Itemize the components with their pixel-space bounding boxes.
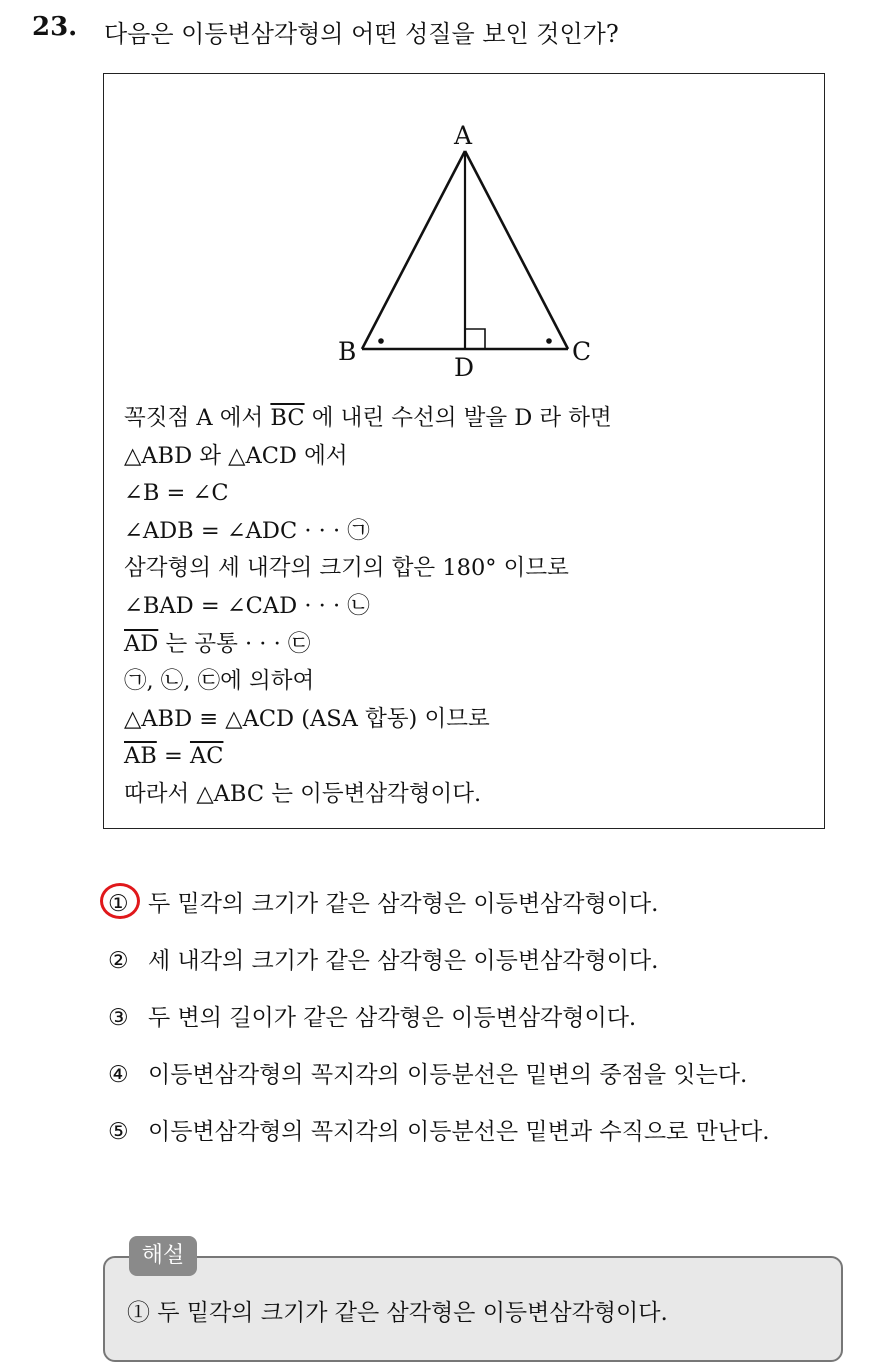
angle-dot-b bbox=[378, 338, 384, 344]
proof-line-9: △ABD ≡ △ACD (ASA 합동) 이므로 bbox=[124, 705, 490, 732]
triangle-figure bbox=[334, 96, 604, 382]
explanation-tag: 해설 bbox=[129, 1236, 197, 1276]
right-angle-mark bbox=[465, 329, 485, 349]
choice-text: 이등변삼각형의 꼭지각의 이등분선은 밑변의 중점을 잇는다. bbox=[148, 1062, 748, 1088]
proof-line-3: ∠B = ∠C bbox=[124, 480, 229, 507]
proof-line-10: $\overline{AB} = \overline{AC}$ bbox=[124, 743, 224, 770]
choice-number: ④ bbox=[108, 1062, 129, 1088]
side-ab bbox=[362, 151, 465, 349]
label-a: A bbox=[454, 121, 473, 150]
proof-line-7: $\overline{AD}$ 는 공통 · · · ㉢ bbox=[124, 630, 311, 657]
proof-line-6: ∠BAD = ∠CAD · · · ㉡ bbox=[124, 592, 370, 619]
proof-line-11: 따라서 △ABC 는 이등변삼각형이다. bbox=[124, 780, 482, 807]
proof-line-8: ㉠, ㉡, ㉢에 의하여 bbox=[124, 668, 315, 695]
answer-circle-mark bbox=[100, 883, 140, 919]
choice-number: ⑤ bbox=[108, 1119, 129, 1145]
choice-number: ① bbox=[108, 891, 129, 917]
segment-ac: $\overline{AC}$ bbox=[189, 743, 224, 770]
choice-1[interactable] bbox=[108, 885, 770, 942]
choice-text: 두 밑각의 크기가 같은 삼각형은 이등변삼각형이다. bbox=[148, 891, 659, 917]
label-b: B bbox=[338, 337, 357, 366]
question-text: 다음은 이등변삼각형의 어떤 성질을 보인 것인가? bbox=[104, 20, 619, 48]
choice-text: 이등변삼각형의 꼭지각의 이등분선은 밑변과 수직으로 만난다. bbox=[148, 1119, 770, 1145]
choice-number: ② bbox=[108, 948, 129, 974]
segment-ab: $\overline{AB}$ bbox=[124, 743, 157, 770]
label-c: C bbox=[572, 337, 592, 366]
answer-choices bbox=[108, 885, 770, 1170]
choice-text: 세 내각의 크기가 같은 삼각형은 이등변삼각형이다. bbox=[148, 948, 659, 974]
angle-dot-c bbox=[546, 338, 552, 344]
proof-box bbox=[103, 73, 825, 829]
choice-5[interactable] bbox=[108, 1113, 770, 1170]
proof-line-2: △ABD 와 △ACD 에서 bbox=[124, 442, 348, 469]
side-ac bbox=[465, 151, 568, 349]
choice-4[interactable] bbox=[108, 1056, 770, 1113]
choice-text: 두 변의 길이가 같은 삼각형은 이등변삼각형이다. bbox=[148, 1005, 637, 1031]
proof-line-5: 삼각형의 세 내각의 크기의 합은 180° 이므로 bbox=[124, 555, 569, 582]
label-d: D bbox=[454, 353, 475, 382]
choice-number: ③ bbox=[108, 1005, 129, 1031]
segment-ad: $\overline{AD}$ bbox=[124, 630, 159, 657]
question-number: 23. bbox=[32, 12, 78, 42]
segment-bc: $\overline{BC}$ bbox=[270, 405, 305, 431]
proof-line-4: ∠ADB = ∠ADC · · · ㉠ bbox=[124, 517, 370, 544]
explanation-box bbox=[103, 1256, 843, 1362]
explanation-text: ① 두 밑각의 크기가 같은 삼각형은 이등변삼각형이다. bbox=[127, 1300, 668, 1326]
choice-3[interactable] bbox=[108, 999, 770, 1056]
choice-2[interactable] bbox=[108, 942, 770, 999]
proof-line-1: 꼭짓점 A 에서 $\overline{BC}$ 에 내린 수선의 발을 D 라 하면 bbox=[124, 405, 612, 431]
proof-text bbox=[124, 400, 814, 814]
